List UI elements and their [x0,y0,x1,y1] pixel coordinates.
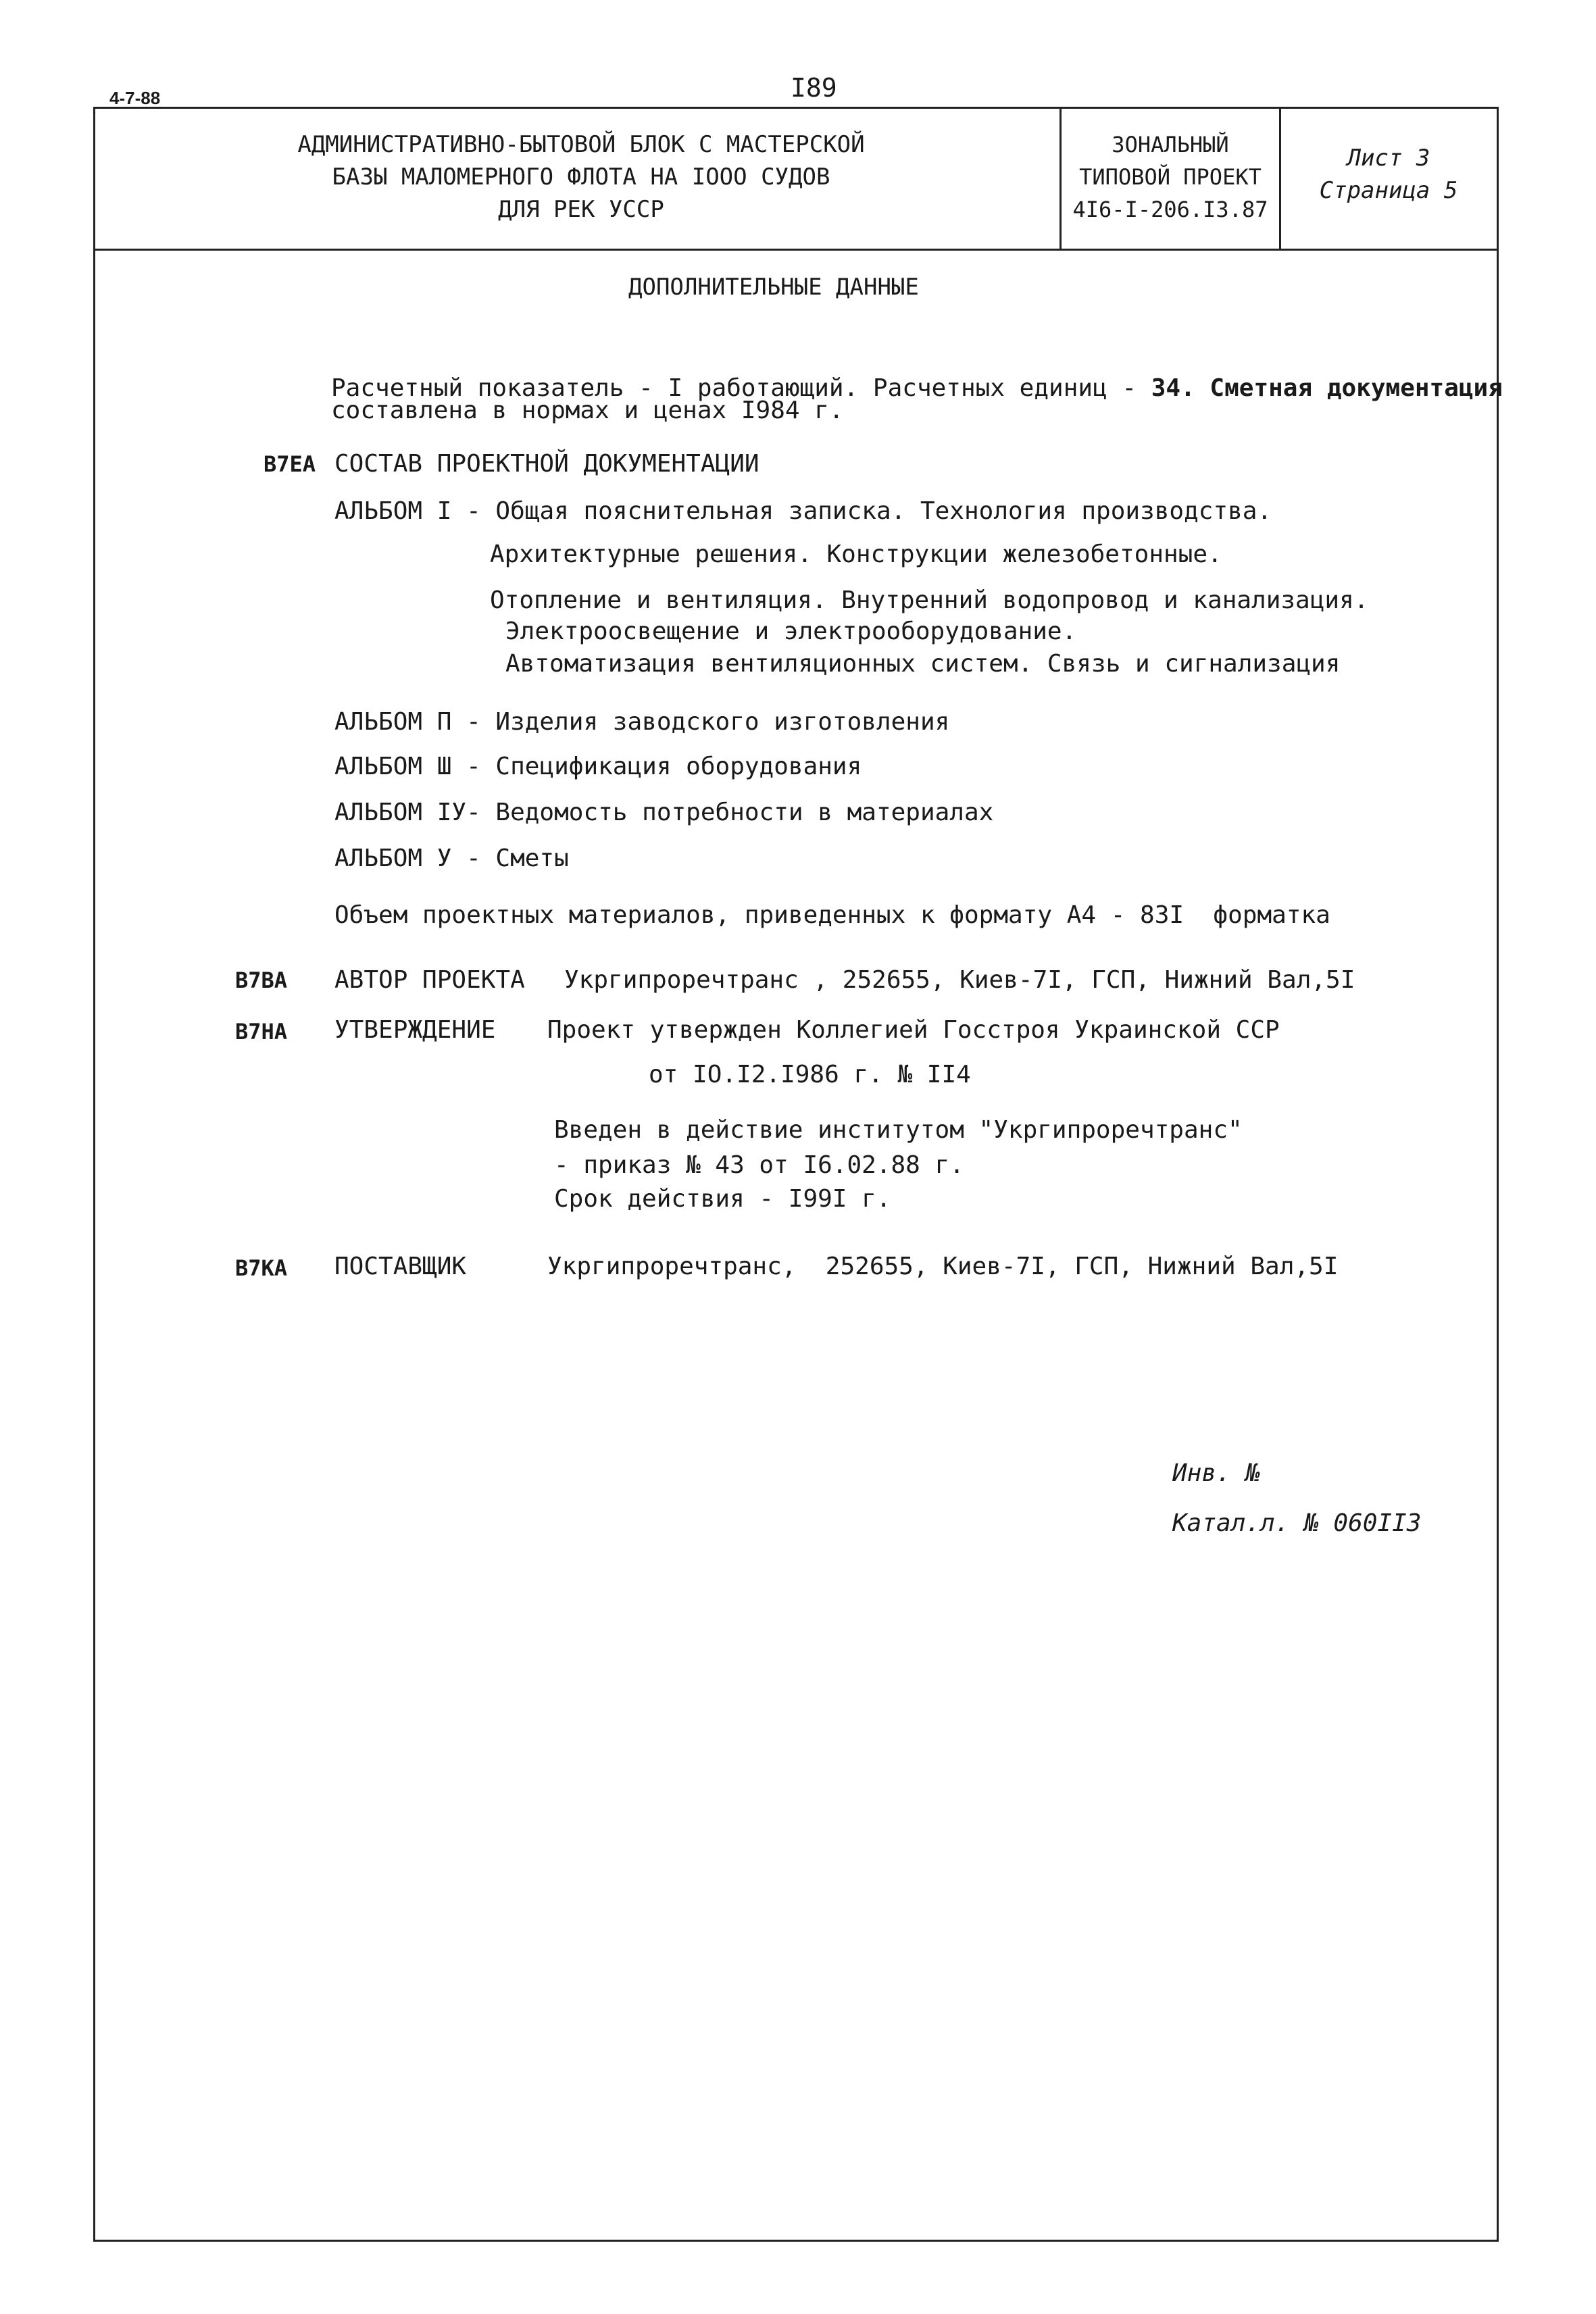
intro-line-2: составлена в нормах и ценах I984 г. [331,397,844,424]
approval-date: от IO.I2.I986 г. № II4 [649,1061,971,1088]
stamp-title-line: БАЗЫ МАЛОМЕРНОГО ФЛОТА НА IOOO СУДОВ [332,164,830,191]
project-code: 4I6-I-206.I3.87 [1072,197,1268,222]
album-4: АЛЬБОМ IУ- Ведомость потребности в материалах [334,799,994,826]
supplier-code: В7КА [235,1255,288,1281]
catalog-number: Катал.л. № 060II3 [1172,1509,1422,1537]
volume-statement: Объем проектных материалов, приведенных к формату А4 - 83I форматка [334,901,1330,929]
intro-text: Расчетный показатель - I работающий. Расчетных единиц - [331,374,1151,402]
album-1-line: Автоматизация вентиляционных систем. Связь и сигнализация [505,650,1341,678]
project-type-line: ЗОНАЛЬНЫЙ [1112,132,1229,157]
approval-line: Проект утвержден Коллегией Госстроя Украинской ССР [547,1016,1280,1044]
album-1-line: Архитектурные решения. Конструкции железобетонные. [490,540,1222,568]
supplier-label: ПОСТАВЩИК [334,1253,467,1280]
sheet-number: Лист 3 [1347,145,1430,172]
album-1-line: Общая пояснительная записка. Технология производства. [495,497,1272,525]
author-value: Укргипроречтранс , 252655, Киев-7I, ГСП, Нижний Вал,5I [564,966,1355,994]
album-3: АЛЬБОМ Ш - Спецификация оборудования [334,753,862,780]
order-line: - приказ № 43 от I6.02.88 г. [554,1151,964,1179]
page-in-document: Страница 5 [1319,177,1458,204]
album-1-label: АЛЬБОМ I - [334,497,496,525]
corner-mark: 4-7-88 [109,88,161,108]
stamp-bottom-divider [93,249,1499,251]
stamp-divider-1 [1059,107,1062,250]
project-type-line: ТИПОВОЙ ПРОЕКТ [1079,164,1262,190]
supplier-value: Укргипроречтранс, 252655, Киев-7I, ГСП, Нижний Вал,5I [547,1253,1339,1280]
stamp-sheet-page [1284,142,1493,207]
stamp-title [115,128,1047,226]
page-number: I89 [791,73,837,103]
composition-code: В7ЕА [264,451,316,477]
section-heading: ДОПОЛНИТЕЛЬНЫЕ ДАННЫЕ [628,274,919,301]
composition-heading: СОСТАВ ПРОЕКТНОЙ ДОКУМЕНТАЦИИ [334,450,759,478]
stamp-project-type [1064,128,1277,226]
stamp-title-line: ДЛЯ РЕК УССР [498,196,664,223]
stamp-title-line: АДМИНИСТРАТИВНО-БЫТОВОЙ БЛОК С МАСТЕРСКОЙ [297,131,865,158]
author-label: АВТОР ПРОЕКТА [334,966,525,994]
approval-label: УТВЕРЖДЕНИЕ [334,1016,496,1044]
album-5: АЛЬБОМ У - Сметы [334,845,569,872]
validity-line: Срок действия - I99I г. [554,1185,891,1213]
approval-code: В7НА [235,1019,288,1045]
intro-text-bold: 34. Сметная документация [1151,374,1503,402]
album-1-line: Электроосвещение и электрооборудование. [505,618,1077,645]
enactment-line: Введен в действие институтом "Укргипроречтранс" [554,1116,1243,1144]
album-1-line: Отопление и вентиляция. Внутренний водопровод и канализация. [490,586,1369,614]
album-2: АЛЬБОМ П - Изделия заводского изготовления [334,708,950,736]
stamp-divider-2 [1279,107,1281,250]
author-code: В7ВА [235,967,288,993]
album-1 [334,496,1272,527]
inventory-number: Инв. № [1172,1459,1261,1487]
